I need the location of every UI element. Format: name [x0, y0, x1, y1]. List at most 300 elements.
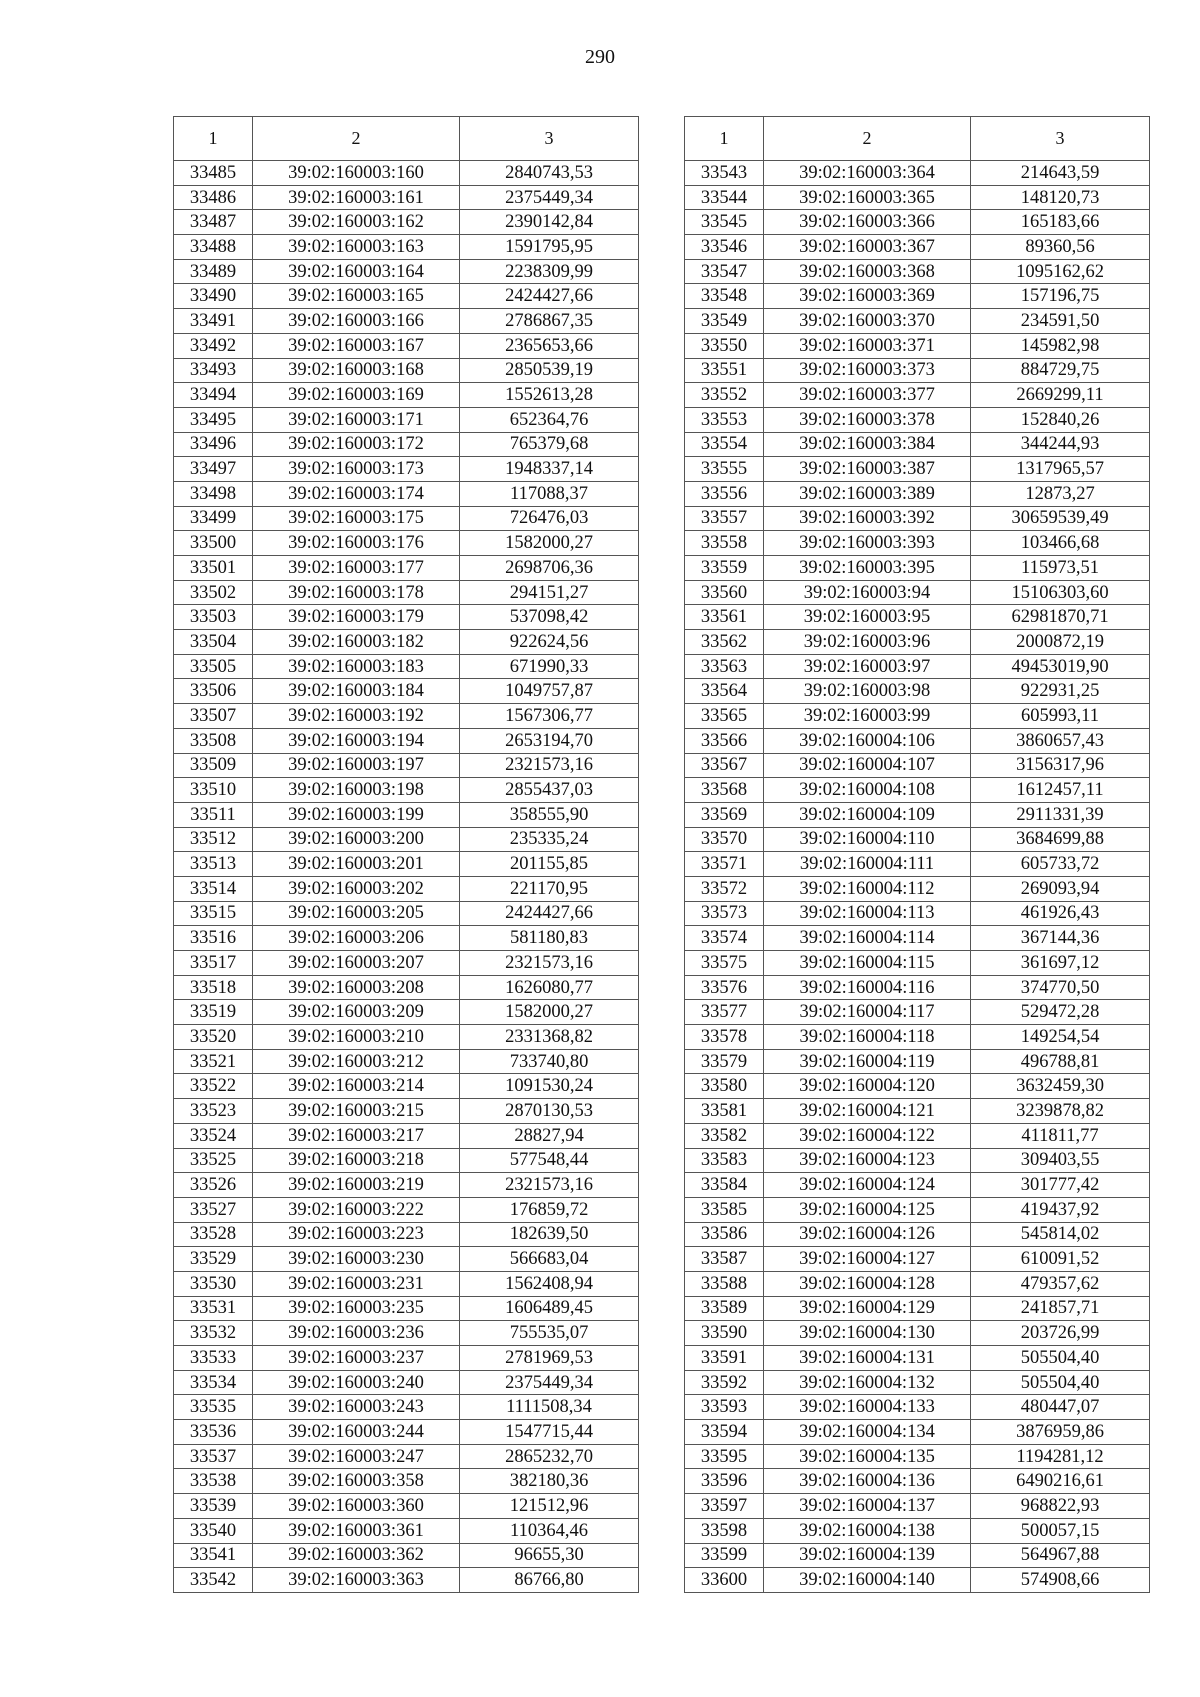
cadastral-number-cell: 39:02:160003:199: [253, 802, 460, 827]
table-row: [685, 1025, 1150, 1050]
cadastral-number-cell: 39:02:160004:107: [764, 753, 971, 778]
row-number-cell: 33527: [174, 1197, 253, 1222]
table-row: [685, 358, 1150, 383]
value-cell: 361697,12: [971, 951, 1150, 976]
table-row: [685, 1296, 1150, 1321]
value-cell: 3239878,82: [971, 1099, 1150, 1124]
table-row: [174, 1321, 639, 1346]
cadastral-number-cell: 39:02:160004:121: [764, 1099, 971, 1124]
row-number-cell: 33548: [685, 284, 764, 309]
value-cell: 201155,85: [460, 852, 639, 877]
row-number-cell: 33515: [174, 901, 253, 926]
row-number-cell: 33487: [174, 210, 253, 235]
cadastral-number-cell: 39:02:160003:215: [253, 1099, 460, 1124]
cadastral-number-cell: 39:02:160004:120: [764, 1074, 971, 1099]
value-cell: 529472,28: [971, 1000, 1150, 1025]
table-row: [174, 1494, 639, 1519]
cadastral-number-cell: 39:02:160003:366: [764, 210, 971, 235]
value-cell: 419437,92: [971, 1197, 1150, 1222]
table-row: [685, 1444, 1150, 1469]
value-cell: 2781969,53: [460, 1346, 639, 1371]
table-row: [174, 1148, 639, 1173]
table-row: [174, 185, 639, 210]
cadastral-number-cell: 39:02:160003:176: [253, 531, 460, 556]
table-row: [174, 1099, 639, 1124]
table-row: [174, 1568, 639, 1593]
table-row: [685, 383, 1150, 408]
row-number-cell: 33493: [174, 358, 253, 383]
value-cell: 1948337,14: [460, 457, 639, 482]
table-row: [174, 309, 639, 334]
row-number-cell: 33560: [685, 580, 764, 605]
row-number-cell: 33514: [174, 876, 253, 901]
row-number-cell: 33505: [174, 654, 253, 679]
row-number-cell: 33537: [174, 1444, 253, 1469]
table-row: [685, 951, 1150, 976]
row-number-cell: 33585: [685, 1197, 764, 1222]
row-number-cell: 33512: [174, 827, 253, 852]
table-row: [174, 333, 639, 358]
table-row: [174, 1395, 639, 1420]
table-row: [685, 876, 1150, 901]
table-row: [685, 457, 1150, 482]
table-row: [685, 1395, 1150, 1420]
value-cell: 1111508,34: [460, 1395, 639, 1420]
row-number-cell: 33536: [174, 1420, 253, 1445]
cadastral-number-cell: 39:02:160003:360: [253, 1494, 460, 1519]
table-row: [174, 210, 639, 235]
table-row: [174, 630, 639, 655]
table-row: [174, 1247, 639, 1272]
value-cell: 922931,25: [971, 679, 1150, 704]
row-number-cell: 33499: [174, 506, 253, 531]
cadastral-number-cell: 39:02:160004:140: [764, 1568, 971, 1593]
table-row: [174, 1518, 639, 1543]
value-cell: 566683,04: [460, 1247, 639, 1272]
row-number-cell: 33494: [174, 383, 253, 408]
row-number-cell: 33571: [685, 852, 764, 877]
value-cell: 28827,94: [460, 1123, 639, 1148]
cadastral-number-cell: 39:02:160004:108: [764, 778, 971, 803]
value-cell: 2850539,19: [460, 358, 639, 383]
row-number-cell: 33569: [685, 802, 764, 827]
table-row: [174, 901, 639, 926]
row-number-cell: 33485: [174, 161, 253, 186]
row-number-cell: 33531: [174, 1296, 253, 1321]
table-row: [174, 1222, 639, 1247]
table-row: [174, 926, 639, 951]
cadastral-number-cell: 39:02:160003:95: [764, 605, 971, 630]
cadastral-number-cell: 39:02:160003:367: [764, 235, 971, 260]
row-number-cell: 33513: [174, 852, 253, 877]
table-row: [174, 778, 639, 803]
value-cell: 1582000,27: [460, 531, 639, 556]
cadastral-number-cell: 39:02:160003:235: [253, 1296, 460, 1321]
value-cell: 182639,50: [460, 1222, 639, 1247]
table-row: [685, 654, 1150, 679]
table-row: [685, 432, 1150, 457]
row-number-cell: 33502: [174, 580, 253, 605]
cadastral-number-cell: 39:02:160004:122: [764, 1123, 971, 1148]
cadastral-number-cell: 39:02:160004:127: [764, 1247, 971, 1272]
table-row: [685, 210, 1150, 235]
cadastral-number-cell: 39:02:160004:137: [764, 1494, 971, 1519]
table-row: [685, 1370, 1150, 1395]
table-row: [685, 630, 1150, 655]
column-header-3: 3: [971, 117, 1150, 161]
row-number-cell: 33577: [685, 1000, 764, 1025]
cadastral-number-cell: 39:02:160003:171: [253, 407, 460, 432]
value-cell: 2321573,16: [460, 753, 639, 778]
table-row: [685, 580, 1150, 605]
table-row: [174, 753, 639, 778]
cadastral-number-cell: 39:02:160003:231: [253, 1271, 460, 1296]
cadastral-number-cell: 39:02:160003:183: [253, 654, 460, 679]
cadastral-number-cell: 39:02:160003:207: [253, 951, 460, 976]
value-cell: 1591795,95: [460, 235, 639, 260]
cadastral-number-cell: 39:02:160003:96: [764, 630, 971, 655]
value-cell: 564967,88: [971, 1543, 1150, 1568]
row-number-cell: 33561: [685, 605, 764, 630]
value-cell: 145982,98: [971, 333, 1150, 358]
value-cell: 1582000,27: [460, 1000, 639, 1025]
value-cell: 1562408,94: [460, 1271, 639, 1296]
cadastral-number-cell: 39:02:160003:373: [764, 358, 971, 383]
cadastral-number-cell: 39:02:160003:179: [253, 605, 460, 630]
cadastral-number-cell: 39:02:160004:117: [764, 1000, 971, 1025]
value-cell: 733740,80: [460, 1049, 639, 1074]
row-number-cell: 33507: [174, 704, 253, 729]
row-number-cell: 33509: [174, 753, 253, 778]
cadastral-number-cell: 39:02:160003:358: [253, 1469, 460, 1494]
value-cell: 671990,33: [460, 654, 639, 679]
row-number-cell: 33547: [685, 259, 764, 284]
row-number-cell: 33504: [174, 630, 253, 655]
row-number-cell: 33533: [174, 1346, 253, 1371]
value-cell: 1317965,57: [971, 457, 1150, 482]
row-number-cell: 33556: [685, 481, 764, 506]
cadastral-number-cell: 39:02:160003:243: [253, 1395, 460, 1420]
table-row: [174, 432, 639, 457]
cadastral-number-cell: 39:02:160003:218: [253, 1148, 460, 1173]
row-number-cell: 33488: [174, 235, 253, 260]
cadastral-number-cell: 39:02:160004:113: [764, 901, 971, 926]
row-number-cell: 33543: [685, 161, 764, 186]
value-cell: 411811,77: [971, 1123, 1150, 1148]
value-cell: 221170,95: [460, 876, 639, 901]
cadastral-number-cell: 39:02:160004:138: [764, 1518, 971, 1543]
table-row: [685, 1049, 1150, 1074]
row-number-cell: 33553: [685, 407, 764, 432]
table-row: [685, 161, 1150, 186]
value-cell: 301777,42: [971, 1173, 1150, 1198]
row-number-cell: 33534: [174, 1370, 253, 1395]
row-number-cell: 33594: [685, 1420, 764, 1445]
cadastral-number-cell: 39:02:160003:184: [253, 679, 460, 704]
cadastral-number-cell: 39:02:160004:116: [764, 975, 971, 1000]
value-cell: 577548,44: [460, 1148, 639, 1173]
cadastral-number-cell: 39:02:160003:97: [764, 654, 971, 679]
value-cell: 1606489,45: [460, 1296, 639, 1321]
cadastral-number-cell: 39:02:160003:230: [253, 1247, 460, 1272]
cadastral-number-cell: 39:02:160004:106: [764, 728, 971, 753]
value-cell: 726476,03: [460, 506, 639, 531]
value-cell: 2000872,19: [971, 630, 1150, 655]
cadastral-number-cell: 39:02:160004:130: [764, 1321, 971, 1346]
row-number-cell: 33496: [174, 432, 253, 457]
row-number-cell: 33519: [174, 1000, 253, 1025]
value-cell: 234591,50: [971, 309, 1150, 334]
table-row: [174, 704, 639, 729]
value-cell: 2390142,84: [460, 210, 639, 235]
value-cell: 15106303,60: [971, 580, 1150, 605]
row-number-cell: 33589: [685, 1296, 764, 1321]
table-row: [174, 728, 639, 753]
value-cell: 2870130,53: [460, 1099, 639, 1124]
cadastral-number-cell: 39:02:160003:244: [253, 1420, 460, 1445]
value-cell: 3156317,96: [971, 753, 1150, 778]
cadastral-number-cell: 39:02:160003:162: [253, 210, 460, 235]
table-row: [685, 728, 1150, 753]
table-row: [685, 679, 1150, 704]
row-number-cell: 33492: [174, 333, 253, 358]
table-row: [174, 383, 639, 408]
row-number-cell: 33530: [174, 1271, 253, 1296]
row-number-cell: 33538: [174, 1469, 253, 1494]
value-cell: 344244,93: [971, 432, 1150, 457]
table-row: [685, 1518, 1150, 1543]
row-number-cell: 33593: [685, 1395, 764, 1420]
value-cell: 382180,36: [460, 1469, 639, 1494]
table-row: [174, 852, 639, 877]
table-row: [685, 605, 1150, 630]
row-number-cell: 33520: [174, 1025, 253, 1050]
row-number-cell: 33532: [174, 1321, 253, 1346]
cadastral-number-cell: 39:02:160003:172: [253, 432, 460, 457]
table-row: [174, 827, 639, 852]
cadastral-number-cell: 39:02:160003:377: [764, 383, 971, 408]
row-number-cell: 33489: [174, 259, 253, 284]
value-cell: 2238309,99: [460, 259, 639, 284]
table-row: [174, 1074, 639, 1099]
cadastral-number-cell: 39:02:160003:201: [253, 852, 460, 877]
row-number-cell: 33511: [174, 802, 253, 827]
cadastral-number-cell: 39:02:160003:168: [253, 358, 460, 383]
cadastral-number-cell: 39:02:160004:128: [764, 1271, 971, 1296]
cadastral-number-cell: 39:02:160003:384: [764, 432, 971, 457]
table-row: [685, 1247, 1150, 1272]
value-cell: 505504,40: [971, 1370, 1150, 1395]
cadastral-number-cell: 39:02:160003:197: [253, 753, 460, 778]
table-row: [685, 1222, 1150, 1247]
value-cell: 581180,83: [460, 926, 639, 951]
left-table-body: [174, 161, 639, 1593]
cadastral-number-cell: 39:02:160004:123: [764, 1148, 971, 1173]
cadastral-number-cell: 39:02:160003:363: [253, 1568, 460, 1593]
value-cell: 2424427,66: [460, 901, 639, 926]
cadastral-number-cell: 39:02:160004:109: [764, 802, 971, 827]
row-number-cell: 33562: [685, 630, 764, 655]
value-cell: 537098,42: [460, 605, 639, 630]
value-cell: 1567306,77: [460, 704, 639, 729]
row-number-cell: 33574: [685, 926, 764, 951]
value-cell: 2321573,16: [460, 1173, 639, 1198]
value-cell: 755535,07: [460, 1321, 639, 1346]
table-row: [685, 852, 1150, 877]
cadastral-number-cell: 39:02:160003:209: [253, 1000, 460, 1025]
cadastral-number-cell: 39:02:160003:392: [764, 506, 971, 531]
value-cell: 2424427,66: [460, 284, 639, 309]
row-number-cell: 33591: [685, 1346, 764, 1371]
cadastral-number-cell: 39:02:160003:173: [253, 457, 460, 482]
table-row: [174, 975, 639, 1000]
value-cell: 117088,37: [460, 481, 639, 506]
row-number-cell: 33528: [174, 1222, 253, 1247]
cadastral-number-cell: 39:02:160003:160: [253, 161, 460, 186]
row-number-cell: 33581: [685, 1099, 764, 1124]
value-cell: 358555,90: [460, 802, 639, 827]
table-row: [174, 1000, 639, 1025]
cadastral-number-cell: 39:02:160003:175: [253, 506, 460, 531]
cadastral-number-cell: 39:02:160003:214: [253, 1074, 460, 1099]
row-number-cell: 33540: [174, 1518, 253, 1543]
row-number-cell: 33583: [685, 1148, 764, 1173]
page-number: 290: [585, 46, 615, 68]
cadastral-number-cell: 39:02:160003:395: [764, 556, 971, 581]
table-row: [685, 802, 1150, 827]
table-row: [174, 1271, 639, 1296]
table-row: [685, 1568, 1150, 1593]
right-table-body: [685, 161, 1150, 1593]
table-row: [174, 259, 639, 284]
cadastral-number-cell: 39:02:160003:205: [253, 901, 460, 926]
cadastral-number-cell: 39:02:160004:124: [764, 1173, 971, 1198]
table-row: [174, 161, 639, 186]
cadastral-number-cell: 39:02:160003:223: [253, 1222, 460, 1247]
row-number-cell: 33566: [685, 728, 764, 753]
row-number-cell: 33510: [174, 778, 253, 803]
cadastral-number-cell: 39:02:160003:194: [253, 728, 460, 753]
row-number-cell: 33521: [174, 1049, 253, 1074]
cadastral-number-cell: 39:02:160003:163: [253, 235, 460, 260]
table-row: [685, 901, 1150, 926]
table-row: [174, 284, 639, 309]
cadastral-number-cell: 39:02:160003:361: [253, 1518, 460, 1543]
row-number-cell: 33506: [174, 679, 253, 704]
value-cell: 3684699,88: [971, 827, 1150, 852]
cadastral-number-cell: 39:02:160004:132: [764, 1370, 971, 1395]
table-row: [685, 1197, 1150, 1222]
cadastral-number-cell: 39:02:160003:371: [764, 333, 971, 358]
value-cell: 480447,07: [971, 1395, 1150, 1420]
row-number-cell: 33541: [174, 1543, 253, 1568]
cadastral-number-cell: 39:02:160004:131: [764, 1346, 971, 1371]
cadastral-number-cell: 39:02:160003:165: [253, 284, 460, 309]
table-row: [685, 1271, 1150, 1296]
row-number-cell: 33508: [174, 728, 253, 753]
cadastral-number-cell: 39:02:160003:98: [764, 679, 971, 704]
table-row: [685, 1074, 1150, 1099]
cadastral-number-cell: 39:02:160004:114: [764, 926, 971, 951]
table-row: [174, 802, 639, 827]
row-number-cell: 33597: [685, 1494, 764, 1519]
row-number-cell: 33592: [685, 1370, 764, 1395]
cadastral-number-cell: 39:02:160003:178: [253, 580, 460, 605]
value-cell: 96655,30: [460, 1543, 639, 1568]
value-cell: 2653194,70: [460, 728, 639, 753]
row-number-cell: 33550: [685, 333, 764, 358]
table-header-row: [685, 117, 1150, 161]
table-row: [685, 284, 1150, 309]
row-number-cell: 33490: [174, 284, 253, 309]
value-cell: 479357,62: [971, 1271, 1150, 1296]
value-cell: 2698706,36: [460, 556, 639, 581]
row-number-cell: 33595: [685, 1444, 764, 1469]
row-number-cell: 33554: [685, 432, 764, 457]
row-number-cell: 33525: [174, 1148, 253, 1173]
table-row: [174, 506, 639, 531]
value-cell: 165183,66: [971, 210, 1150, 235]
row-number-cell: 33578: [685, 1025, 764, 1050]
value-cell: 148120,73: [971, 185, 1150, 210]
value-cell: 884729,75: [971, 358, 1150, 383]
table-row: [685, 778, 1150, 803]
row-number-cell: 33570: [685, 827, 764, 852]
table-row: [174, 1173, 639, 1198]
row-number-cell: 33549: [685, 309, 764, 334]
table-row: [685, 1123, 1150, 1148]
table-row: [174, 951, 639, 976]
row-number-cell: 33517: [174, 951, 253, 976]
cadastral-number-cell: 39:02:160003:212: [253, 1049, 460, 1074]
row-number-cell: 33545: [685, 210, 764, 235]
column-header-3: 3: [460, 117, 639, 161]
cadastral-number-cell: 39:02:160003:182: [253, 630, 460, 655]
table-row: [685, 333, 1150, 358]
cadastral-number-cell: 39:02:160003:240: [253, 1370, 460, 1395]
cadastral-number-cell: 39:02:160003:198: [253, 778, 460, 803]
cadastral-number-cell: 39:02:160003:369: [764, 284, 971, 309]
value-cell: 922624,56: [460, 630, 639, 655]
row-number-cell: 33564: [685, 679, 764, 704]
value-cell: 157196,75: [971, 284, 1150, 309]
value-cell: 2855437,03: [460, 778, 639, 803]
value-cell: 86766,80: [460, 1568, 639, 1593]
value-cell: 1626080,77: [460, 975, 639, 1000]
cadastral-number-cell: 39:02:160003:208: [253, 975, 460, 1000]
column-header-1: 1: [685, 117, 764, 161]
row-number-cell: 33546: [685, 235, 764, 260]
cadastral-number-cell: 39:02:160003:362: [253, 1543, 460, 1568]
left-table: [173, 116, 639, 1593]
value-cell: 110364,46: [460, 1518, 639, 1543]
value-cell: 2786867,35: [460, 309, 639, 334]
cadastral-number-cell: 39:02:160004:111: [764, 852, 971, 877]
cadastral-number-cell: 39:02:160003:169: [253, 383, 460, 408]
table-row: [174, 1346, 639, 1371]
value-cell: 3632459,30: [971, 1074, 1150, 1099]
column-header-1: 1: [174, 117, 253, 161]
cadastral-number-cell: 39:02:160004:133: [764, 1395, 971, 1420]
value-cell: 968822,93: [971, 1494, 1150, 1519]
value-cell: 2375449,34: [460, 185, 639, 210]
cadastral-number-cell: 39:02:160003:378: [764, 407, 971, 432]
value-cell: 1547715,44: [460, 1420, 639, 1445]
table-row: [174, 679, 639, 704]
table-row: [685, 1469, 1150, 1494]
table-row: [685, 309, 1150, 334]
value-cell: 235335,24: [460, 827, 639, 852]
